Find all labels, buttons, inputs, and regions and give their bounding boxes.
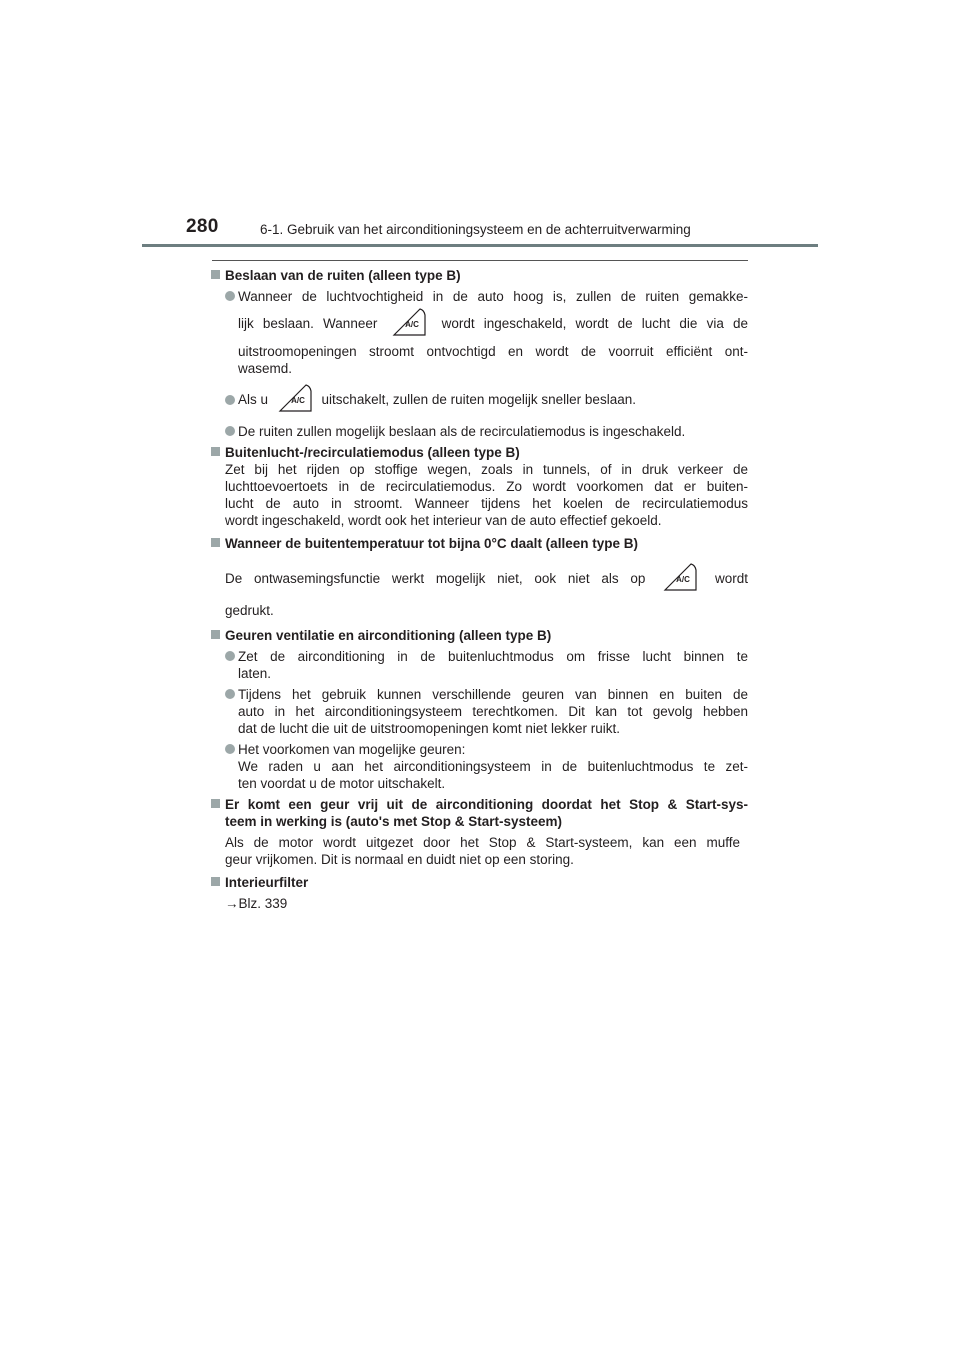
list-item: Zet de airconditioning in de buitenluchtmodus om frisse lucht binnen te laten. [211, 648, 748, 682]
section-heading: Buitenlucht-/recirculatiemodus (alleen type B) [211, 444, 748, 461]
list-item: Het voorkomen van mogelijke geuren: We raden u aan het airconditioningsysteem in de buitenluchtmodus te zet- ten voordat u de motor uitschakelt. [211, 741, 748, 792]
section-paragraph: Als de motor wordt uitgezet door het Stop & Start-systeem, kan een muffe geur vrijkomen. Dit is normaal en duidt niet op een storing. [225, 835, 740, 867]
circle-bullet-icon [225, 689, 235, 699]
ac-button-icon [392, 307, 426, 337]
section-heading: Er komt een geur vrij uit de airconditioning doordat het Stop & Start-sys- teem in werking is (auto's met Stop & Start-systeem) [211, 796, 748, 830]
list-item: De ruiten zullen mogelijk beslaan als de recirculatiemodus is ingeschakeld. [211, 423, 748, 440]
page-content [211, 267, 748, 912]
square-bullet-icon [211, 538, 220, 547]
square-bullet-icon [211, 270, 220, 279]
circle-bullet-icon [225, 395, 235, 405]
header-rule [142, 244, 818, 247]
list-item: Tijdens het gebruik kunnen verschillende geuren van binnen en buiten de auto in het airconditioningsysteem terechtkomen. Dit kan tot gevolg hebben dat de lucht die uit de uitstroomopeningen komt niet lekker ruikt. [211, 686, 748, 737]
page-number: 280 [186, 216, 219, 237]
section-paragraph: Zet bij het rijden op stoffige wegen, zoals in tunnels, of in druk verkeer de luchttoevoertoets in de recirculatiemodus. Zo wordt voorkomen dat er buiten- lucht de auto in stroomt. Wanneer tijdens het koelen de recirculatiemodus wordt ingeschakeld, wordt ook het interieur van de auto effectief gekoeld. [225, 462, 748, 528]
square-bullet-icon [211, 799, 220, 808]
list-item: Wanneer de luchtvochtigheid in de auto hoog is, zullen de ruiten gemakke- lijk beslaan. Wanneer A/C wordt ingeschakeld, wordt de lucht die via de uitstroomopeningen stroomt ontvochtigd en wordt de voorruit efficiënt ont- wasemd. [211, 288, 748, 377]
chapter-title: 6-1. Gebruik van het airconditioningsysteem en de achterruitverwarming [260, 222, 691, 237]
section-heading: Interieurfilter [211, 874, 748, 891]
section-paragraph: De ontwasemingsfunctie werkt mogelijk niet, ook niet als op A/C wordt gedrukt. [211, 560, 748, 619]
ac-button-icon [278, 383, 312, 413]
square-bullet-icon [211, 877, 220, 886]
section-heading: Wanneer de buitentemperatuur tot bijna 0°C daalt (alleen type B) [211, 535, 748, 552]
circle-bullet-icon [225, 744, 235, 754]
section-rule [212, 260, 748, 261]
square-bullet-icon [211, 447, 220, 456]
square-bullet-icon [211, 630, 220, 639]
list-item: Als u A/C uitschakelt, zullen de ruiten mogelijk sneller beslaan. [211, 381, 748, 419]
ac-icon-label: A/C [676, 575, 691, 585]
ac-icon-label: A/C [405, 320, 420, 330]
circle-bullet-icon [225, 426, 235, 436]
ac-button-icon [663, 562, 697, 592]
section-heading: Beslaan van de ruiten (alleen type B) [211, 267, 748, 284]
ac-icon-label: A/C [290, 396, 305, 406]
circle-bullet-icon [225, 651, 235, 661]
section-heading: Geuren ventilatie en airconditioning (alleen type B) [211, 627, 748, 644]
page-reference: →Blz. 339 [225, 896, 288, 911]
circle-bullet-icon [225, 291, 235, 301]
